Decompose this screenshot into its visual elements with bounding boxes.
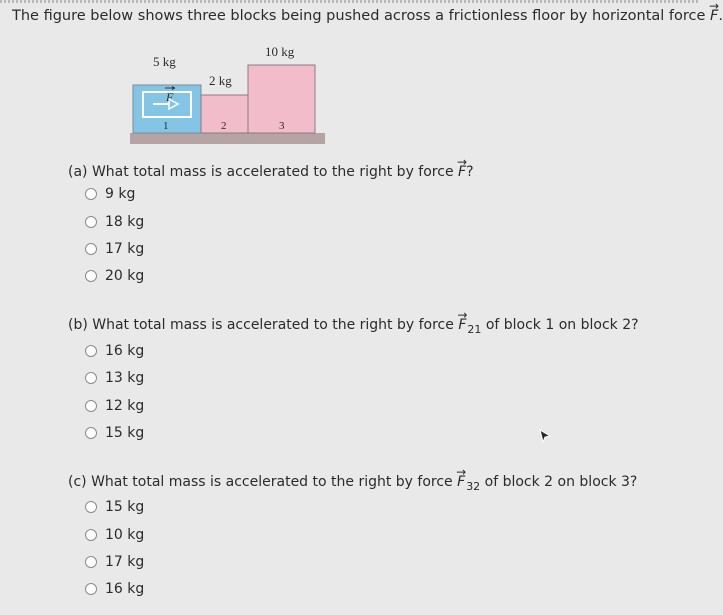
radio-button[interactable]: [85, 556, 97, 568]
force-subscript: 21: [467, 323, 482, 336]
option-a-2[interactable]: [85, 212, 144, 232]
radio-button[interactable]: [85, 372, 97, 384]
option-c-1[interactable]: [85, 497, 144, 517]
option-b-2[interactable]: [85, 368, 144, 388]
radio-button[interactable]: [85, 216, 97, 228]
mass-label-block-2: 2 kg: [209, 73, 232, 88]
force-subscript: 32: [466, 480, 481, 493]
floor: [130, 133, 325, 144]
question-c: (c) What total mass is accelerated to the right by force → $F_{32}$ of block 2 on block 3?: [68, 474, 637, 490]
radio-button[interactable]: [85, 243, 97, 255]
option-c-3[interactable]: [85, 552, 144, 572]
option-label: 17 kg: [105, 554, 145, 570]
intro-text: The figure below shows three blocks being pushed across a frictionless floor by horizontal force → F.: [12, 8, 723, 24]
force-symbol: → F: [710, 8, 718, 24]
mass-label-block-1: 5 kg: [153, 54, 176, 69]
radio-button[interactable]: [85, 270, 97, 282]
mass-label-block-3: 10 kg: [265, 44, 295, 59]
option-label: 9 kg: [105, 186, 136, 202]
question-a: (a) What total mass is accelerated to the right by force → F?: [68, 164, 474, 180]
radio-button[interactable]: [85, 400, 97, 412]
mouse-cursor-icon: [538, 428, 552, 444]
radio-button[interactable]: [85, 345, 97, 357]
option-a-3[interactable]: [85, 239, 144, 259]
option-label: 12 kg: [105, 398, 145, 414]
block-1-number: 1: [163, 120, 169, 132]
option-b-4[interactable]: [85, 423, 144, 443]
block-2-number: 2: [221, 120, 227, 132]
option-label: 13 kg: [105, 370, 145, 386]
option-label: 20 kg: [105, 268, 145, 284]
force-symbol: → F: [457, 474, 465, 490]
option-label: 10 kg: [105, 527, 145, 543]
option-a-1[interactable]: [85, 184, 135, 204]
option-c-2[interactable]: [85, 525, 144, 545]
option-label: 15 kg: [105, 499, 145, 515]
radio-button[interactable]: [85, 427, 97, 439]
option-c-4[interactable]: [85, 579, 144, 599]
radio-button[interactable]: [85, 501, 97, 513]
radio-button[interactable]: [85, 188, 97, 200]
option-b-1[interactable]: [85, 341, 144, 361]
question-b: (b) What total mass is accelerated to the right by force → $F_{21}$ of block 1 on block 2?: [68, 317, 639, 333]
option-b-3[interactable]: [85, 396, 144, 416]
option-a-4[interactable]: [85, 266, 144, 286]
force-symbol: → F: [458, 317, 466, 333]
option-label: 16 kg: [105, 343, 145, 359]
force-symbol: → F: [458, 164, 466, 180]
force-label: F: [166, 90, 174, 104]
option-label: 17 kg: [105, 241, 145, 257]
radio-button[interactable]: [85, 583, 97, 595]
radio-button[interactable]: [85, 529, 97, 541]
option-label: 15 kg: [105, 425, 145, 441]
option-label: 18 kg: [105, 214, 145, 230]
blocks-figure: [125, 40, 330, 150]
option-label: 16 kg: [105, 581, 145, 597]
top-dotted-rule: [0, 0, 700, 3]
block-3-number: 3: [279, 120, 285, 132]
